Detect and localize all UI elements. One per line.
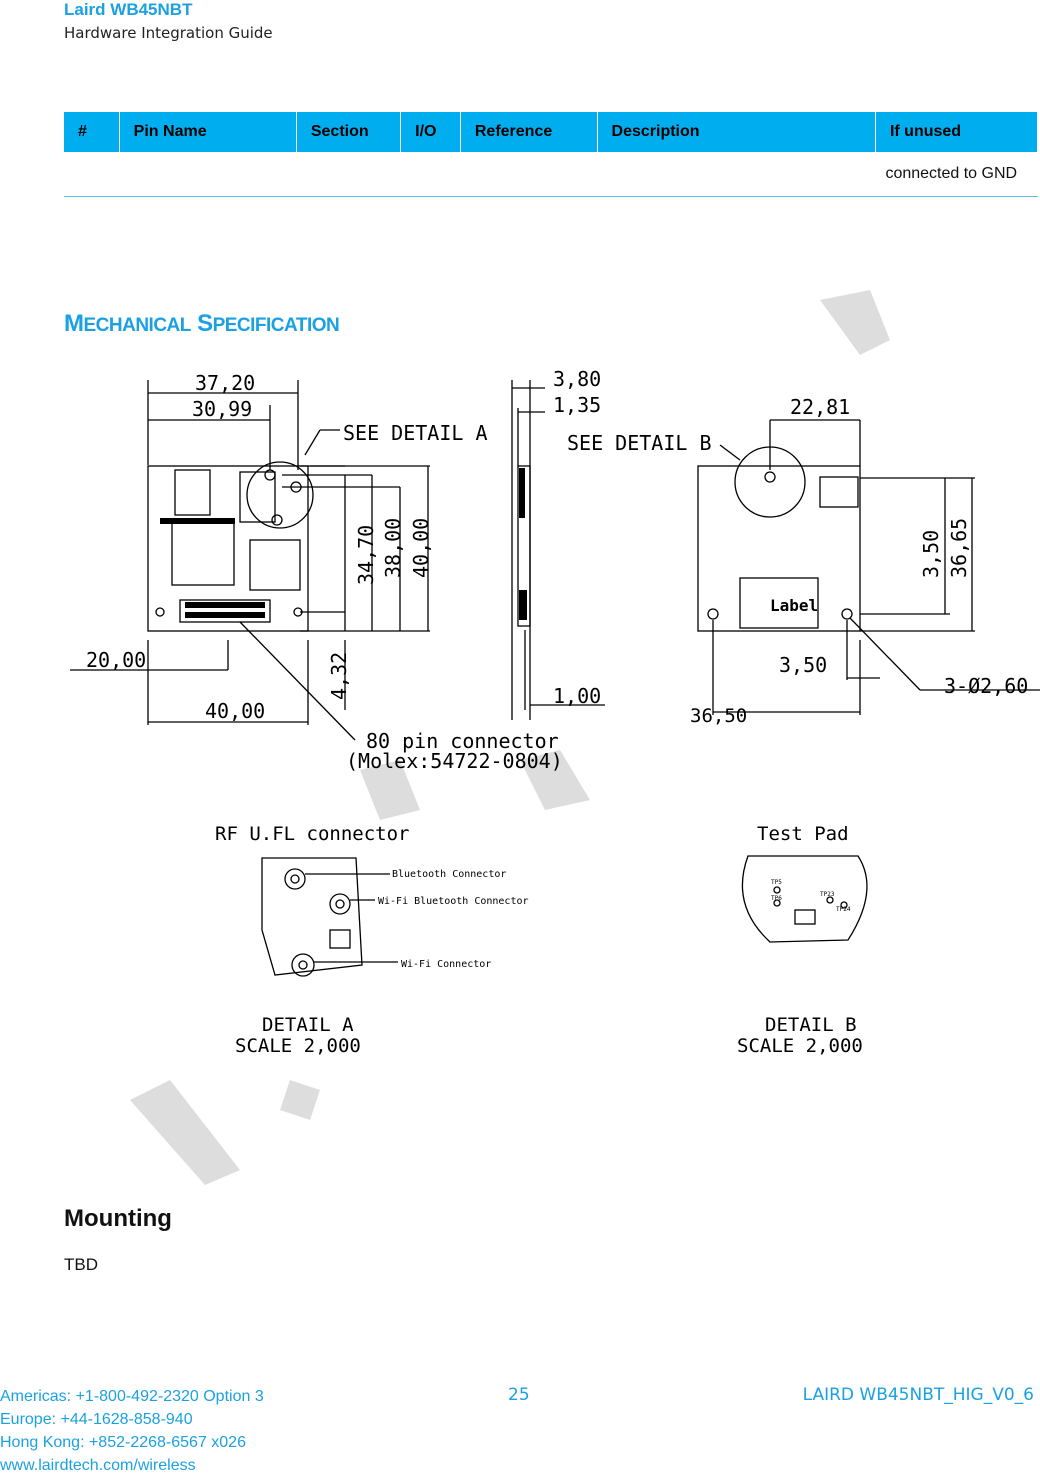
footer-americas: Americas: +1-800-492-2320 Option 3 <box>0 1388 264 1405</box>
col-header-reference: Reference <box>460 112 597 152</box>
page-number: 25 <box>508 1385 530 1405</box>
detail-b-name: DETAIL B <box>765 1014 857 1036</box>
col-header-io: I/O <box>401 112 461 152</box>
tp24-label: TP24 <box>836 906 851 913</box>
col-header-pin-name: Pin Name <box>119 112 296 152</box>
dim-4-32: 4,32 <box>327 651 351 700</box>
cell-if-unused: connected to GND <box>875 152 1037 197</box>
dim-1-00: 1,00 <box>553 684 602 708</box>
detail-a-name: DETAIL A <box>262 1014 354 1036</box>
tp23-label: TP23 <box>820 891 835 898</box>
mounting-heading: Mounting <box>64 1205 172 1232</box>
dim-36-50: 36,50 <box>690 705 748 727</box>
col-header-if-unused: If unused <box>875 112 1037 152</box>
detail-b-scale: SCALE 2,000 <box>737 1035 863 1057</box>
section-title-initial-1: M <box>64 310 84 337</box>
dim-40-00: 40,00 <box>409 517 433 578</box>
dim-22-81: 22,81 <box>790 395 851 419</box>
dim-36-65: 36,65 <box>947 517 971 578</box>
tp6-label: TP6 <box>771 895 782 902</box>
connector-label: 80 pin connector <box>366 729 559 753</box>
footer-hongkong: Hong Kong: +852-2268-6567 x026 <box>0 1434 246 1451</box>
see-detail-a: SEE DETAIL A <box>343 421 488 445</box>
col-header-description: Description <box>597 112 875 152</box>
dim-hole-dia: 3-Ø2,60 <box>944 674 1029 698</box>
footer-europe: Europe: +44-1628-858-940 <box>0 1411 193 1428</box>
detail-a-title: RF U.FL connector <box>215 823 410 845</box>
section-title-word-2: PECIFICATION <box>212 315 340 336</box>
col-header-section: Section <box>296 112 400 152</box>
tp5-label: TP5 <box>771 879 782 886</box>
dim-30-99: 30,99 <box>192 397 253 421</box>
wifi-bt-connector-label: Wi-Fi Bluetooth Connector <box>378 896 529 907</box>
footer-contacts <box>0 1385 264 1477</box>
see-detail-b: SEE DETAIL B <box>567 431 712 455</box>
mounting-body: TBD <box>64 1255 98 1274</box>
doc-subtitle: Hardware Integration Guide <box>64 24 273 42</box>
bt-connector-label: Bluetooth Connector <box>392 869 507 880</box>
doc-title: Laird WB45NBT <box>64 0 193 19</box>
detail-b-title: Test Pad <box>757 823 849 845</box>
section-title-word-1: ECHANICAL <box>83 315 191 336</box>
dim-3-80: 3,80 <box>553 367 602 391</box>
detail-b-drawing <box>742 856 867 942</box>
detail-a-drawing <box>262 858 398 976</box>
wifi-connector-label: Wi-Fi Connector <box>401 959 492 970</box>
dim-3-50-bottom: 3,50 <box>779 653 828 677</box>
dim-1-35: 1,35 <box>553 393 602 417</box>
dim-34-70: 34,70 <box>354 524 378 585</box>
doc-id: LAIRD WB45NBT_HIG_V0_6 <box>802 1385 1034 1405</box>
footer-website-link[interactable]: www.lairdtech.com/wireless <box>0 1457 196 1474</box>
dim-20-00: 20,00 <box>86 648 147 672</box>
label-area: Label <box>770 596 819 615</box>
detail-a-scale: SCALE 2,000 <box>235 1035 361 1057</box>
connector-part: (Molex:54722-0804) <box>346 749 563 773</box>
col-header-number: # <box>64 112 119 152</box>
dim-3-50-side: 3,50 <box>919 529 943 578</box>
section-title-initial-2: S <box>197 310 213 337</box>
dim-38-00: 38,00 <box>381 517 405 578</box>
dim-40-00-bottom: 40,00 <box>205 699 266 723</box>
dim-37-20: 37,20 <box>195 371 256 395</box>
